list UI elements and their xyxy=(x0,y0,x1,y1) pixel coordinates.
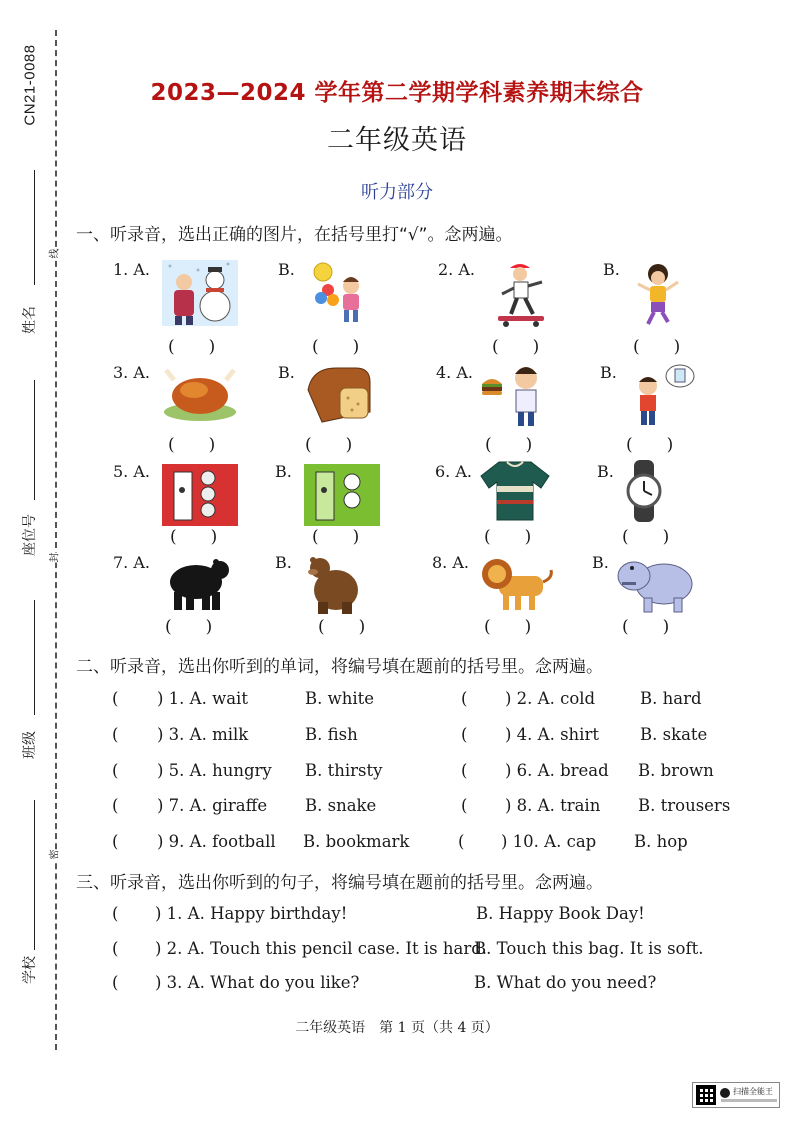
seat-number-field[interactable]: 座位号 xyxy=(18,380,40,570)
q3-option-a: ) 3. A. milk xyxy=(157,725,249,744)
q6-b-label: B. xyxy=(597,462,614,481)
q7-a-answer-paren[interactable]: ( ) xyxy=(165,617,213,637)
q3-a-answer-paren[interactable]: ( ) xyxy=(168,435,216,455)
class-field[interactable]: 班级 xyxy=(18,600,40,770)
s1-option-b: B. Happy Book Day! xyxy=(476,904,645,923)
boy-snowman-icon xyxy=(160,258,240,328)
name-field[interactable]: 姓名 xyxy=(18,170,40,360)
q7-b-label: B. xyxy=(275,553,292,572)
answer-paren-open[interactable]: ( xyxy=(112,904,119,923)
q7-option-b: B. snake xyxy=(305,796,377,815)
s2-option-b: B. Touch this bag. It is soft. xyxy=(474,939,704,958)
scanner-watermark xyxy=(692,1082,780,1108)
q2-b-label: B. xyxy=(603,260,620,279)
s3-option-a: ) 3. A. What do you like? xyxy=(155,973,360,992)
scanner-label: 扫描全能王 xyxy=(733,1087,773,1096)
sweater-icon xyxy=(475,456,555,526)
boy-hamburger-icon xyxy=(478,360,558,430)
answer-paren-open[interactable]: ( xyxy=(461,796,468,815)
q7-option-a: ) 7. A. giraffe xyxy=(157,796,268,815)
answer-paren-open[interactable]: ( xyxy=(112,973,119,992)
answer-paren-open[interactable]: ( xyxy=(461,761,468,780)
roast-chicken-icon xyxy=(160,358,240,428)
answer-paren-open[interactable]: ( xyxy=(112,796,119,815)
q4-b-answer-paren[interactable]: ( ) xyxy=(626,435,674,455)
listening-part-heading: 听力部分 xyxy=(361,182,433,203)
scanner-logo-icon xyxy=(720,1088,730,1098)
girl-dancing-icon xyxy=(620,258,700,328)
exam-title: 2023—2024 学年第二学期学科素养期末综合 xyxy=(150,80,644,106)
q10-option-b: B. hop xyxy=(634,832,688,851)
s3-option-b: B. What do you need? xyxy=(474,973,657,992)
answer-paren-open[interactable]: ( xyxy=(112,761,119,780)
answer-paren-open[interactable]: ( xyxy=(112,832,119,851)
qr-code-icon xyxy=(696,1085,716,1105)
seal-secret-char: 密 xyxy=(44,850,63,860)
q2-option-a: ) 2. A. cold xyxy=(505,689,596,708)
q1-a-label: 1. A. xyxy=(113,260,150,279)
brown-bear-icon xyxy=(296,550,376,620)
school-field[interactable]: 学校 xyxy=(18,800,40,990)
page-footer: 二年级英语 第 1 页（共 4 页） xyxy=(295,1020,499,1036)
seal-seal-char: 封 xyxy=(44,553,63,563)
q6-b-answer-paren[interactable]: ( ) xyxy=(622,527,670,547)
kid-balloons-icon xyxy=(303,258,383,328)
lion-icon xyxy=(475,548,555,618)
q3-b-label: B. xyxy=(278,363,295,382)
q1-option-b: B. white xyxy=(305,689,375,708)
answer-paren-open[interactable]: ( xyxy=(461,725,468,744)
red-door-icon xyxy=(160,460,240,530)
q6-a-answer-paren[interactable]: ( ) xyxy=(484,527,532,547)
answer-paren-open[interactable]: ( xyxy=(461,689,468,708)
q4-option-b: B. skate xyxy=(640,725,708,744)
q8-b-answer-paren[interactable]: ( ) xyxy=(622,617,670,637)
q5-a-label: 5. A. xyxy=(113,462,150,481)
q4-b-label: B. xyxy=(600,363,617,382)
q4-a-answer-paren[interactable]: ( ) xyxy=(485,435,533,455)
q3-b-answer-paren[interactable]: ( ) xyxy=(305,435,353,455)
q5-option-b: B. thirsty xyxy=(305,761,383,780)
scanner-subline xyxy=(721,1099,777,1102)
q2-option-b: B. hard xyxy=(640,689,702,708)
q5-b-answer-paren[interactable]: ( ) xyxy=(312,527,360,547)
q9-option-a: ) 9. A. football xyxy=(157,832,276,851)
q10-option-a: ) 10. A. cap xyxy=(501,832,597,851)
s1-option-a: ) 1. A. Happy birthday! xyxy=(155,904,348,923)
q1-option-a: ) 1. A. wait xyxy=(157,689,248,708)
green-door-icon xyxy=(302,460,382,530)
q2-a-answer-paren[interactable]: ( ) xyxy=(492,337,540,357)
q2-a-label: 2. A. xyxy=(438,260,475,279)
q9-option-b: B. bookmark xyxy=(303,832,410,851)
q1-b-label: B. xyxy=(278,260,295,279)
answer-paren-open[interactable]: ( xyxy=(458,832,465,851)
hippo-icon xyxy=(616,550,696,620)
q6-a-label: 6. A. xyxy=(435,462,472,481)
answer-paren-open[interactable]: ( xyxy=(112,725,119,744)
q8-option-b: B. trousers xyxy=(638,796,731,815)
exam-code: CN21-0088 xyxy=(21,44,39,126)
section1-heading: 一、听录音，选出正确的图片，在括号里打“√”。念两遍。 xyxy=(76,225,513,245)
q7-a-label: 7. A. xyxy=(113,553,150,572)
q8-a-answer-paren[interactable]: ( ) xyxy=(484,617,532,637)
q4-a-label: 4. A. xyxy=(436,363,473,382)
q5-option-a: ) 5. A. hungry xyxy=(157,761,272,780)
q2-b-answer-paren[interactable]: ( ) xyxy=(633,337,681,357)
q8-a-label: 8. A. xyxy=(432,553,469,572)
q6-option-b: B. brown xyxy=(638,761,714,780)
s2-option-a: ) 2. A. Touch this pencil case. It is hard. xyxy=(155,939,488,958)
q4-option-a: ) 4. A. shirt xyxy=(505,725,599,744)
subject-title: 二年级英语 xyxy=(327,125,467,156)
watch-icon xyxy=(604,456,684,526)
answer-paren-open[interactable]: ( xyxy=(112,939,119,958)
q3-a-label: 3. A. xyxy=(113,363,150,382)
bread-loaf-icon xyxy=(300,360,380,430)
q8-option-a: ) 8. A. train xyxy=(505,796,601,815)
boy-thirsty-icon xyxy=(622,360,702,430)
section2-heading: 二、听录音，选出你听到的单词，将编号填在题前的括号里。念两遍。 xyxy=(76,657,603,677)
q7-b-answer-paren[interactable]: ( ) xyxy=(318,617,366,637)
q5-b-label: B. xyxy=(275,462,292,481)
q1-b-answer-paren[interactable]: ( ) xyxy=(312,337,360,357)
seal-line-char: 线 xyxy=(44,249,63,259)
girl-skateboard-icon xyxy=(484,258,564,328)
q6-option-a: ) 6. A. bread xyxy=(505,761,609,780)
answer-paren-open[interactable]: ( xyxy=(112,689,119,708)
black-bear-icon xyxy=(160,548,240,618)
q5-a-answer-paren[interactable]: ( ) xyxy=(170,527,218,547)
q1-a-answer-paren[interactable]: ( ) xyxy=(168,337,216,357)
q8-b-label: B. xyxy=(592,553,609,572)
q3-option-b: B. fish xyxy=(305,725,358,744)
section3-heading: 三、听录音，选出你听到的句子，将编号填在题前的括号里。念两遍。 xyxy=(76,873,603,893)
